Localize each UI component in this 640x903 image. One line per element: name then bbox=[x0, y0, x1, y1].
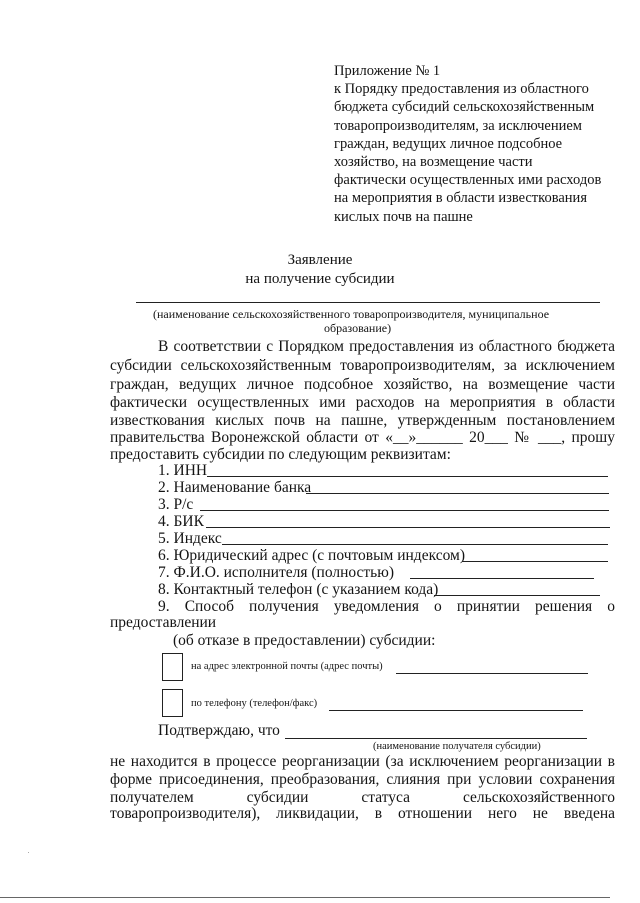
closing-line: не находится в процессе реорганизации (за исключением реорганизации в bbox=[110, 753, 615, 770]
notification-line: (об отказе в предоставлении) субсидии: bbox=[173, 632, 436, 649]
field-executor-line[interactable] bbox=[410, 578, 594, 579]
attachment-line: Приложение № 1 bbox=[334, 63, 441, 79]
scan-speck bbox=[28, 852, 29, 853]
attachment-line: на мероприятия в области известкования bbox=[334, 190, 587, 207]
closing-line: товаропроизводителя), ликвидации, в отношении него не введена bbox=[110, 805, 615, 822]
document-title: Заявление bbox=[287, 252, 353, 268]
attachment-line: кислых почв на пашне bbox=[334, 208, 473, 225]
applicant-name-line[interactable] bbox=[136, 302, 600, 303]
page-bottom-edge bbox=[0, 897, 610, 898]
attachment-line: фактически осуществленных ими расходов bbox=[334, 172, 602, 189]
attachment-line: товаропроизводителям, за исключением bbox=[334, 117, 582, 134]
email-option-label: на адрес электронной почты (адрес почты) bbox=[191, 661, 383, 672]
field-bank-line[interactable] bbox=[306, 493, 609, 494]
field-address-label: 6. Юридический адрес (с почтовым индексом) bbox=[158, 547, 466, 564]
attachment-line: хозяйство, на возмещение части bbox=[334, 153, 533, 170]
intro-line: предоставить субсидии по следующим реквизитам: bbox=[110, 446, 451, 463]
closing-line: получателем субсидии статуса сельскохозяйственного bbox=[110, 789, 615, 806]
attachment-line: граждан, ведущих личное подсобное bbox=[334, 135, 563, 152]
notification-line: 9. Способ получения уведомления о принятии решения о bbox=[158, 598, 615, 615]
phone-option-checkbox[interactable] bbox=[162, 689, 183, 717]
applicant-caption-line1: (наименование сельскохозяйственного товаропроизводителя, муниципальное bbox=[153, 307, 550, 321]
recipient-name-line[interactable] bbox=[285, 738, 587, 739]
phone-number-line[interactable] bbox=[329, 710, 583, 711]
applicant-caption-line2: образование) bbox=[324, 321, 392, 335]
phone-option-label: по телефону (телефон/факс) bbox=[191, 698, 318, 709]
intro-line: фактически осуществленных ими расходов на мероприятия в области bbox=[110, 394, 615, 411]
document-subtitle: на получение субсидии bbox=[245, 271, 395, 287]
field-bank-label: 2. Наименование банка bbox=[158, 479, 312, 496]
field-bik-line[interactable] bbox=[206, 527, 610, 528]
field-index-label: 5. Индекс bbox=[158, 530, 222, 547]
field-phone-line[interactable] bbox=[434, 595, 600, 596]
email-option-checkbox[interactable] bbox=[162, 653, 183, 681]
attachment-block bbox=[334, 62, 601, 226]
field-account-label: 3. Р/с bbox=[158, 496, 194, 513]
field-bik-label: 4. БИК bbox=[158, 513, 204, 530]
field-address-line[interactable] bbox=[462, 561, 608, 562]
intro-line: известкования кислых почв на пашне, утвержденным постановлением bbox=[110, 412, 615, 429]
field-index-line[interactable] bbox=[222, 544, 608, 545]
closing-line: форме присоединения, преобразования, слияния при условии сохранения bbox=[110, 771, 615, 788]
notification-line: предоставлении bbox=[110, 614, 217, 631]
field-inn-label: 1. ИНН bbox=[158, 462, 208, 479]
attachment-line: к Порядку предоставления из областного bbox=[334, 81, 589, 98]
field-inn-line[interactable] bbox=[207, 476, 608, 477]
intro-line: субсидии сельскохозяйственным товаропроизводителям, за исключением bbox=[110, 357, 615, 374]
field-phone-label: 8. Контактный телефон (с указанием кода) bbox=[158, 581, 439, 598]
recipient-caption: (наименование получателя субсидии) bbox=[373, 741, 541, 752]
email-address-line[interactable] bbox=[396, 673, 588, 674]
attachment-line: бюджета субсидий сельскохозяйственным bbox=[334, 99, 595, 116]
intro-line: правительства Воронежской области от «__»______ 20___ № ___, прошу bbox=[110, 429, 615, 446]
confirm-label: Подтверждаю, что bbox=[158, 722, 280, 739]
field-executor-label: 7. Ф.И.О. исполнителя (полностью) bbox=[158, 564, 394, 581]
field-account-line[interactable] bbox=[200, 510, 609, 511]
intro-line: граждан, ведущих личное подсобное хозяйство, на возмещение части bbox=[110, 376, 615, 393]
intro-line: В соответствии с Порядком предоставления из областного бюджета bbox=[158, 338, 615, 355]
